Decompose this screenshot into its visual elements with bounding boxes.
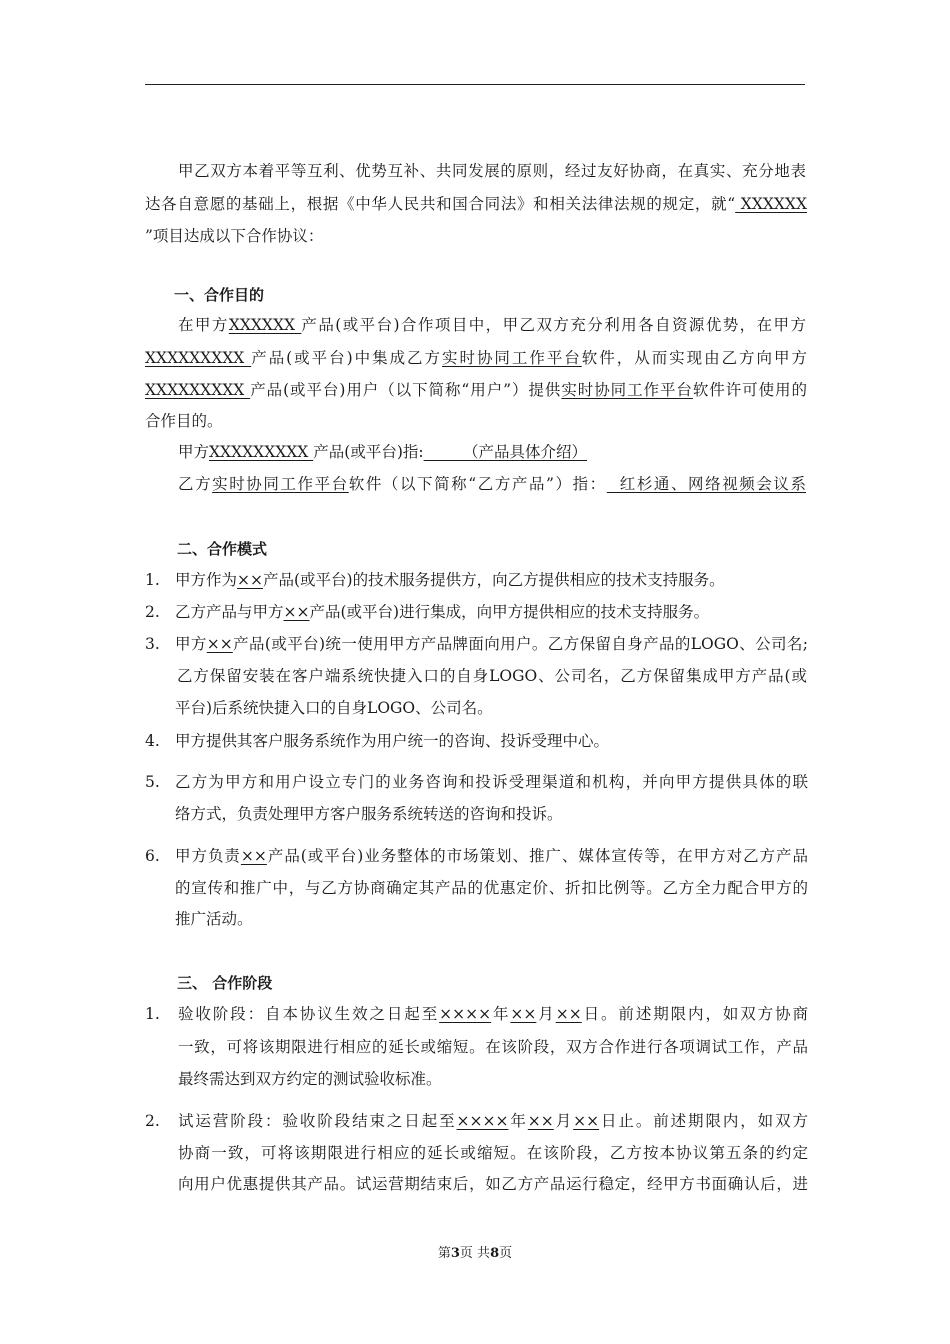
s2-item-3-line-3: 平台)后系统快捷入口的自身LOGO、公司名。 (175, 699, 493, 717)
s3-item-2-number: 2. (145, 1112, 160, 1130)
intro-line-3: ”项目达成以下合作协议： (145, 227, 324, 245)
total-pages: 8 (490, 1246, 500, 1261)
s2-item-5-number: 5. (145, 773, 160, 791)
s2-item-1-number: 1. (145, 571, 160, 589)
s2-item-2-number: 2. (145, 603, 160, 621)
section-3-heading: 三、 合作阶段 (177, 974, 273, 992)
s2-item-6-number: 6. (145, 847, 160, 865)
s2-item-6-line-1: 甲方负责××产品(或平台)业务整体的市场策划、推广、媒体宣传等，在甲方对乙方产品 (175, 847, 808, 865)
section-2-heading: 二、合作模式 (177, 540, 268, 558)
s2-item-6-line-2: 的宣传和推广中，与乙方协商确定其产品的优惠定价、折扣比例等。乙方全力配合甲方的 (175, 879, 808, 897)
s1-line-1: 在甲方XXXXXX 产品(或平台)合作项目中，甲乙双方充分利用各自资源优势，在甲方 (178, 316, 806, 334)
intro-line-2: 达各自意愿的基础上，根据《中华人民共和国合同法》和相关法律法规的规定，就“ XXXXXX (145, 195, 807, 213)
s1-line-4: 合作目的。 (145, 412, 223, 430)
s1-line-3: XXXXXXXXX 产品(或平台)用户（以下简称“用户”）提供实时协同工作平台软件许可使用的 (145, 381, 807, 399)
page-footer: 第3页 共8页 (437, 1246, 513, 1261)
s2-item-5-line-1: 乙方为甲方和用户设立专门的业务咨询和投诉受理渠道和机构，并向甲方提供具体的联 (175, 773, 808, 791)
s2-item-3-line-1: 甲方××产品(或平台)统一使用甲方产品牌面向用户。乙方保留自身产品的LOGO、公司名; (175, 635, 808, 653)
section-1-heading: 一、合作目的 (174, 286, 265, 304)
s3-item-1-line-1: 验收阶段：自本协议生效之日起至××××年××月××日。前述期限内，如双方协商 (178, 1005, 808, 1023)
s2-item-3-line-2: 乙方保留安装在客户端系统快捷入口的自身LOGO、公司名，乙方保留集成甲方产品(或 (177, 667, 807, 685)
header-rule (145, 84, 805, 85)
s3-item-2-line-2: 协商一致，可将该期限进行相应的延长或缩短。在该阶段，乙方按本协议第五条的约定 (178, 1144, 808, 1162)
intro-line-1: 甲乙双方本着平等互利、优势互补、共同发展的原则，经过友好协商，在真实、充分地表 (178, 162, 806, 180)
s2-item-2: 乙方产品与甲方××产品(或平台)进行集成，向甲方提供相应的技术支持服务。 (175, 603, 710, 621)
s2-item-4: 甲方提供其客户服务系统作为用户统一的咨询、投诉受理中心。 (175, 732, 610, 750)
s3-item-1-line-2: 一致，可将该期限进行相应的延长或缩短。在该阶段，双方合作进行各项调试工作，产品 (178, 1038, 808, 1056)
s3-item-2-line-3: 向用户优惠提供其产品。试运营期结束后，如乙方产品运行稳定，经甲方书面确认后，进 (178, 1175, 808, 1193)
s3-item-2-line-1: 试运营阶段：验收阶段结束之日起至××××年××月××日止。前述期限内，如双方 (178, 1112, 808, 1130)
s2-item-1: 甲方作为××产品(或平台)的技术服务提供方，向乙方提供相应的技术支持服务。 (175, 571, 725, 589)
s1-line-2: XXXXXXXXX 产品(或平台)中集成乙方实时协同工作平台软件，从而实现由乙方向甲方 (145, 349, 807, 367)
s1-line-5: 甲方XXXXXXXXX 产品(或平台)指: （产品具体介绍） (178, 443, 588, 461)
s2-item-6-line-3: 推广活动。 (175, 910, 253, 928)
project-name-blank: XXXXXX (735, 195, 807, 213)
s2-item-5-line-2: 络方式，负责处理甲方客户服务系统转送的咨询和投诉。 (175, 805, 563, 823)
s2-item-3-number: 3. (145, 635, 160, 653)
s3-item-1-line-3: 最终需达到双方约定的测试验收标准。 (178, 1070, 442, 1088)
s1-line-6: 乙方实时协同工作平台软件（以下简称“乙方产品”）指： 红杉通、网络视频会议系 (178, 475, 806, 493)
s2-item-4-number: 4. (145, 732, 160, 750)
s3-item-1-number: 1. (145, 1005, 160, 1023)
current-page: 3 (450, 1246, 460, 1261)
